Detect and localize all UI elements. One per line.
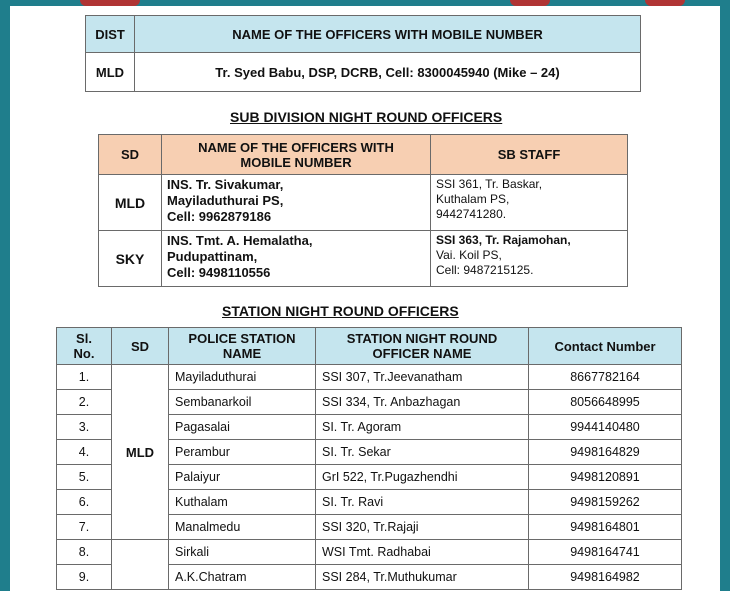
table-row bbox=[57, 365, 682, 390]
header-sd: SD bbox=[112, 328, 169, 365]
sb-staff-cell bbox=[431, 175, 628, 231]
officer-line: INS. Tr. Sivakumar, bbox=[167, 177, 284, 192]
sd-cell: SKY bbox=[99, 231, 162, 287]
header-contact: Contact Number bbox=[529, 328, 682, 365]
table-header-row bbox=[99, 135, 628, 175]
sb-staff-cell bbox=[431, 231, 628, 287]
police-station-cell: Pagasalai bbox=[169, 415, 316, 440]
decoration-shape bbox=[645, 0, 685, 6]
sl-no-cell: 8. bbox=[57, 540, 112, 565]
header-officer: NAME OF THE OFFICERS WITH MOBILE NUMBER bbox=[162, 135, 431, 175]
sb-line: SSI 363, Tr. Rajamohan, bbox=[436, 233, 571, 247]
contact-number-cell: 8056648995 bbox=[529, 390, 682, 415]
table-header-row bbox=[86, 16, 641, 53]
officer-line: Cell: 9962879186 bbox=[167, 209, 272, 224]
header-line: Sl. bbox=[76, 331, 92, 346]
header-police-station bbox=[169, 328, 316, 365]
officer-name-cell: SI. Tr. Ravi bbox=[316, 490, 529, 515]
sb-line: Vai. Koil PS, bbox=[436, 248, 502, 262]
officer-cell bbox=[162, 175, 431, 231]
table-row bbox=[86, 53, 641, 92]
police-station-cell: Kuthalam bbox=[169, 490, 316, 515]
station-heading: STATION NIGHT ROUND OFFICERS bbox=[222, 303, 459, 319]
header-line: STATION NIGHT ROUND bbox=[346, 331, 498, 346]
sl-no-cell: 2. bbox=[57, 390, 112, 415]
top-banner bbox=[10, 0, 720, 6]
sd-cell: MLD bbox=[112, 365, 169, 540]
police-station-cell: Sirkali bbox=[169, 540, 316, 565]
officer-line: INS. Tmt. A. Hemalatha, bbox=[167, 233, 313, 248]
sb-line: Cell: 9487215125. bbox=[436, 263, 534, 277]
header-dist: DIST bbox=[86, 16, 135, 53]
sb-line: Kuthalam PS, bbox=[436, 192, 510, 206]
officer-line: Pudupattinam, bbox=[167, 249, 258, 264]
document-page bbox=[10, 0, 720, 591]
sd-cell bbox=[112, 540, 169, 590]
sl-no-cell: 9. bbox=[57, 565, 112, 590]
officer-line: Cell: 9498110556 bbox=[167, 265, 271, 280]
officer-name-cell: SSI 307, Tr.Jeevanatham bbox=[316, 365, 529, 390]
officer-name-cell: SSI 334, Tr. Anbazhagan bbox=[316, 390, 529, 415]
table-header-row bbox=[57, 328, 682, 365]
contact-number-cell: 9944140480 bbox=[529, 415, 682, 440]
police-station-cell: Sembanarkoil bbox=[169, 390, 316, 415]
sl-no-cell: 5. bbox=[57, 465, 112, 490]
contact-number-cell: 8667782164 bbox=[529, 365, 682, 390]
header-line: POLICE STATION bbox=[188, 331, 296, 346]
header-officer-name bbox=[316, 328, 529, 365]
sd-cell: MLD bbox=[99, 175, 162, 231]
table-row bbox=[99, 175, 628, 231]
officer-name-cell: WSI Tmt. Radhabai bbox=[316, 540, 529, 565]
header-sl-no bbox=[57, 328, 112, 365]
decoration-shape bbox=[80, 0, 140, 6]
header-line: NAME bbox=[222, 346, 262, 361]
sl-no-cell: 7. bbox=[57, 515, 112, 540]
police-station-cell: Perambur bbox=[169, 440, 316, 465]
table-row bbox=[57, 540, 682, 565]
officer-name-cell: SSI 320, Tr.Rajaji bbox=[316, 515, 529, 540]
officer-name-cell: GrI 522, Tr.Pugazhendhi bbox=[316, 465, 529, 490]
sub-division-heading: SUB DIVISION NIGHT ROUND OFFICERS bbox=[230, 109, 503, 125]
contact-number-cell: 9498164982 bbox=[529, 565, 682, 590]
table-row bbox=[99, 231, 628, 287]
police-station-cell: Manalmedu bbox=[169, 515, 316, 540]
police-station-cell: Palaiyur bbox=[169, 465, 316, 490]
station-rows bbox=[57, 365, 682, 590]
officer-cell bbox=[162, 231, 431, 287]
header-sd: SD bbox=[99, 135, 162, 175]
police-station-cell: A.K.Chatram bbox=[169, 565, 316, 590]
officer-cell: Tr. Syed Babu, DSP, DCRB, Cell: 8300045940 (Mike – 24) bbox=[135, 53, 641, 92]
header-officer: NAME OF THE OFFICERS WITH MOBILE NUMBER bbox=[135, 16, 641, 53]
header-sb-staff: SB STAFF bbox=[431, 135, 628, 175]
header-line: OFFICER NAME bbox=[372, 346, 472, 361]
decoration-shape bbox=[510, 0, 550, 6]
officer-name-cell: SI. Tr. Sekar bbox=[316, 440, 529, 465]
sb-line: 9442741280. bbox=[436, 207, 507, 221]
officer-name-cell: SSI 284, Tr.Muthukumar bbox=[316, 565, 529, 590]
contact-number-cell: 9498164801 bbox=[529, 515, 682, 540]
header-line: No. bbox=[73, 346, 95, 361]
sl-no-cell: 4. bbox=[57, 440, 112, 465]
contact-number-cell: 9498164741 bbox=[529, 540, 682, 565]
officer-line: Mayiladuthurai PS, bbox=[167, 193, 284, 208]
sb-line: SSI 361, Tr. Baskar, bbox=[436, 177, 543, 191]
contact-number-cell: 9498120891 bbox=[529, 465, 682, 490]
sl-no-cell: 1. bbox=[57, 365, 112, 390]
sl-no-cell: 6. bbox=[57, 490, 112, 515]
station-officer-table bbox=[56, 327, 682, 590]
sub-division-table bbox=[98, 134, 628, 287]
sl-no-cell: 3. bbox=[57, 415, 112, 440]
dist-cell: MLD bbox=[86, 53, 135, 92]
contact-number-cell: 9498159262 bbox=[529, 490, 682, 515]
officer-name-cell: SI. Tr. Agoram bbox=[316, 415, 529, 440]
contact-number-cell: 9498164829 bbox=[529, 440, 682, 465]
police-station-cell: Mayiladuthurai bbox=[169, 365, 316, 390]
district-officer-table bbox=[85, 15, 641, 92]
